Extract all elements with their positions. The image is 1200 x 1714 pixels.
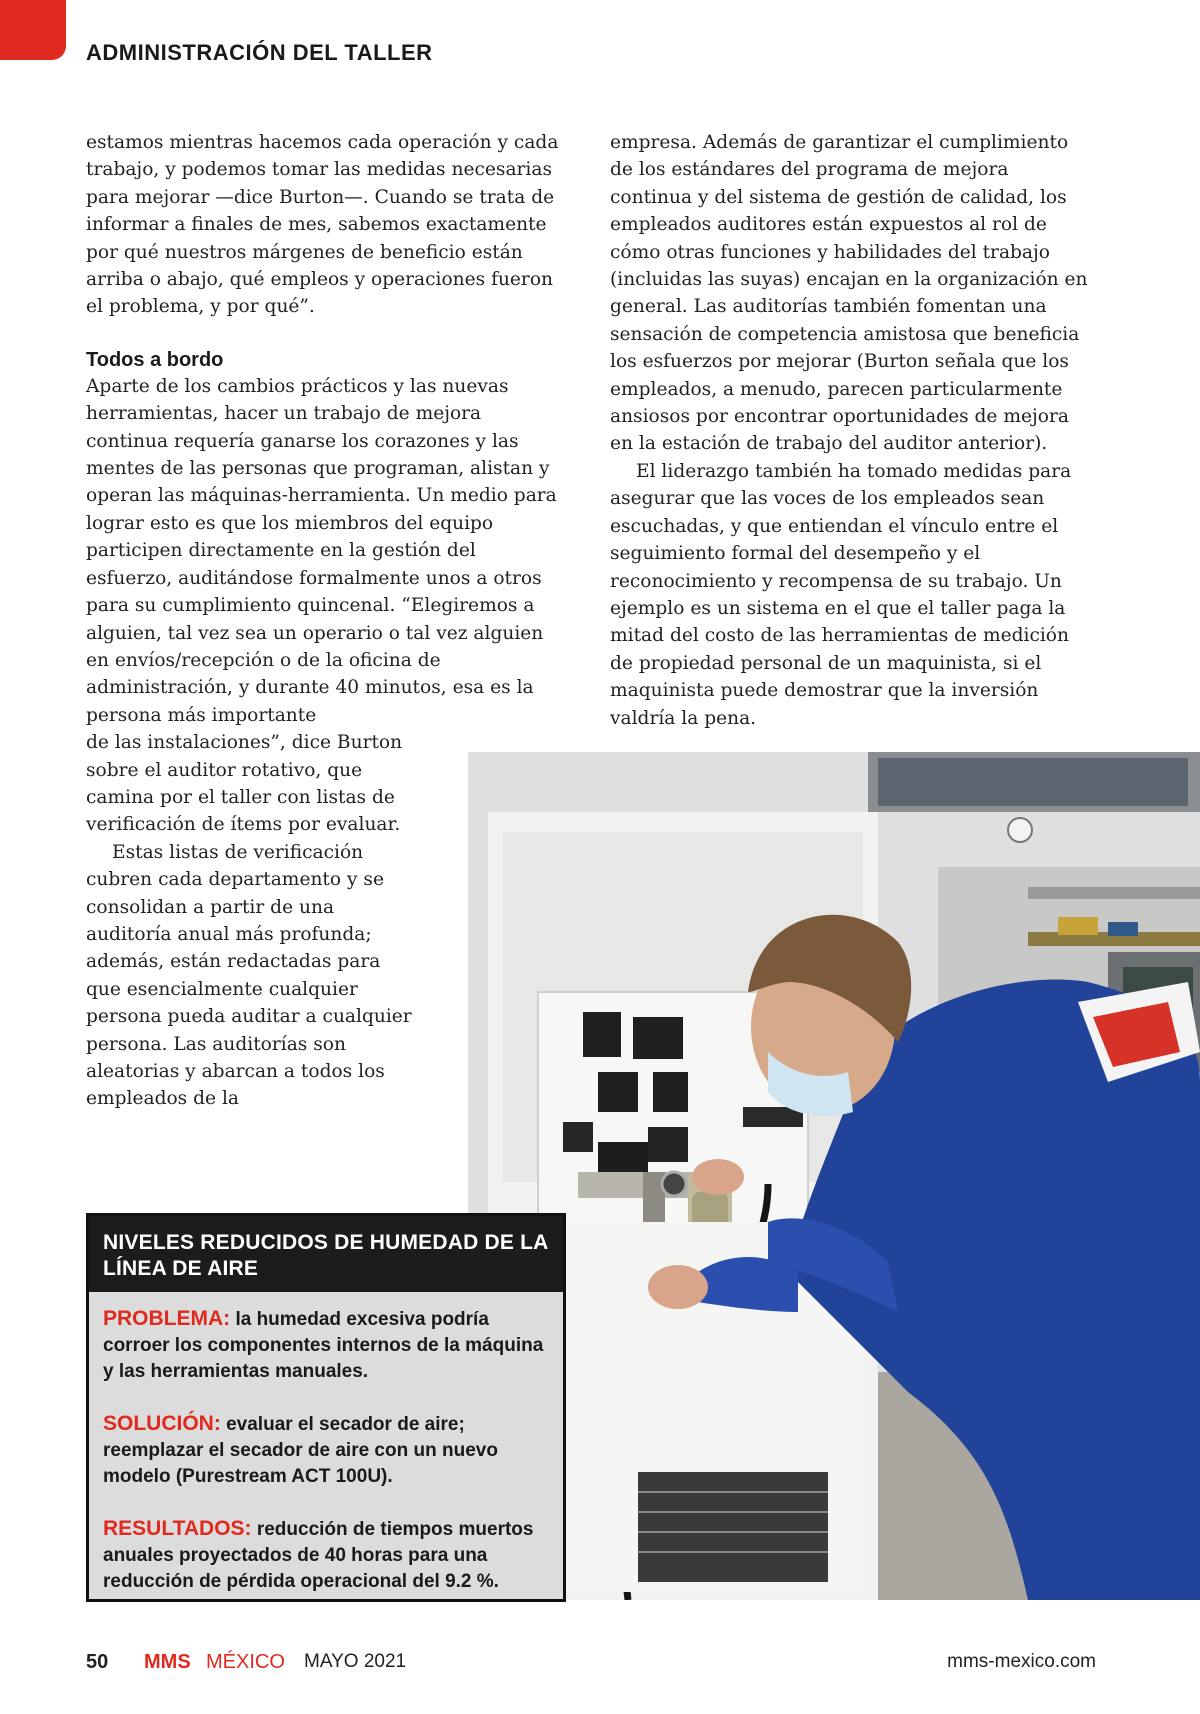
paragraph: de las instalaciones”, dice Burton sobre el auditor rotativo, que camina por el taller con listas de verificación de ítems por evaluar. [86, 732, 403, 836]
brand-logo-light: MÉXICO [206, 1651, 285, 1673]
paragraph: estamos mientras hacemos cada operación y cada trabajo, y podemos tomar las medidas necesarias para mejorar —dice Burton—. Cuando se trata de informar a finales de mes, sabemos exactamente por qué nuestros márgenes de beneficio están arriba o abajo, qué empleos y operaciones fueron el problema, y por qué”. [86, 132, 559, 318]
sidebar-solution [103, 1411, 549, 1490]
results-label: RESULTADOS: [103, 1517, 252, 1540]
paragraph: El liderazgo también ha tomado medidas para asegurar que las voces de los empleados sean escuchadas, y que entiendan el vínculo entre el seguimiento formal del desempeño y el reconocimiento y recompensa de su trabajo. Un ejemplo es un sistema en el que el taller paga la mitad del costo de las herramientas de medición de propiedad personal de un maquinista, si el maquinista puede demostrar que la inversión valdría la pena. [610, 460, 1072, 729]
subheading: Todos a bordo [86, 348, 224, 371]
section-color-tab [0, 0, 66, 60]
problem-text: la humedad excesiva podría corroer los componentes internos de la máquina y las herramientas manuales. [103, 1309, 544, 1382]
paragraph: Estas listas de verificación cubren cada departamento y se consolidan a partir de una auditoría anual más profunda; además, están redactadas para que esencialmente cualquier persona pueda auditar a cualquier persona. Las auditorías son aleatorias y abarcan a todos los empleados de la [86, 841, 412, 1110]
website-link[interactable]: mms-mexico.com [947, 1651, 1096, 1672]
results-text: reducción de tiempos muertos anuales proyectados de 40 horas para una reducción de pérdida operacional del 9.2 %. [103, 1519, 534, 1592]
issue-date: MAYO 2021 [304, 1651, 407, 1672]
photo-illustration [468, 752, 1200, 1600]
sidebar-body [89, 1292, 563, 1595]
section-header: ADMINISTRACIÓN DEL TALLER [86, 40, 433, 65]
sidebar-results [103, 1516, 549, 1595]
page-number: 50 [86, 1651, 109, 1673]
solution-text: evaluar el secador de aire; reemplazar el secador de aire con un nuevo modelo (Purestream ACT 100U). [103, 1414, 498, 1487]
paragraph: empresa. Además de garantizar el cumplimiento de los estándares del programa de mejora continua y del sistema de gestión de calidad, los empleados auditores están expuestos al rol de cómo otras funciones y habilidades del trabajo (incluidas las suyas) encajan en la organización en general. Las auditorías también fomentan una sensación de competencia amistosa que beneficia los esfuerzos por mejorar (Burton señala que los empleados, a menudo, parecen particularmente ansiosos por encontrar oportunidades de mejora en la estación de trabajo del auditor anterior). [610, 132, 1088, 455]
solution-label: SOLUCIÓN: [103, 1412, 221, 1435]
sidebar-title: NIVELES REDUCIDOS DE HUMEDAD DE LA LÍNEA DE AIRE [89, 1216, 563, 1292]
technician-air-dryer-photo [468, 752, 1200, 1600]
problem-label: PROBLEMA: [103, 1307, 231, 1330]
paragraph: Aparte de los cambios prácticos y las nuevas herramientas, hacer un trabajo de mejora continua requería ganarse los corazones y las mentes de las personas que programan, alistan y operan las máquinas-herramienta. Un medio para lograr esto es que los miembros del equipo participen directamente en la gestión del esfuerzo, auditándose formalmente unos a otros para su cumplimiento quincenal. “Elegiremos a alguien, tal vez sea un operario o tal vez alguien en envíos/recepción o de la oficina de administración, y durante 40 minutos, esa es la persona más importante [86, 375, 557, 726]
sidebar-problem [103, 1306, 549, 1385]
right-column [610, 129, 1090, 732]
info-sidebar-box [86, 1213, 566, 1602]
brand-logo-bold: MMS [144, 1651, 191, 1673]
page-footer [86, 1651, 1096, 1681]
